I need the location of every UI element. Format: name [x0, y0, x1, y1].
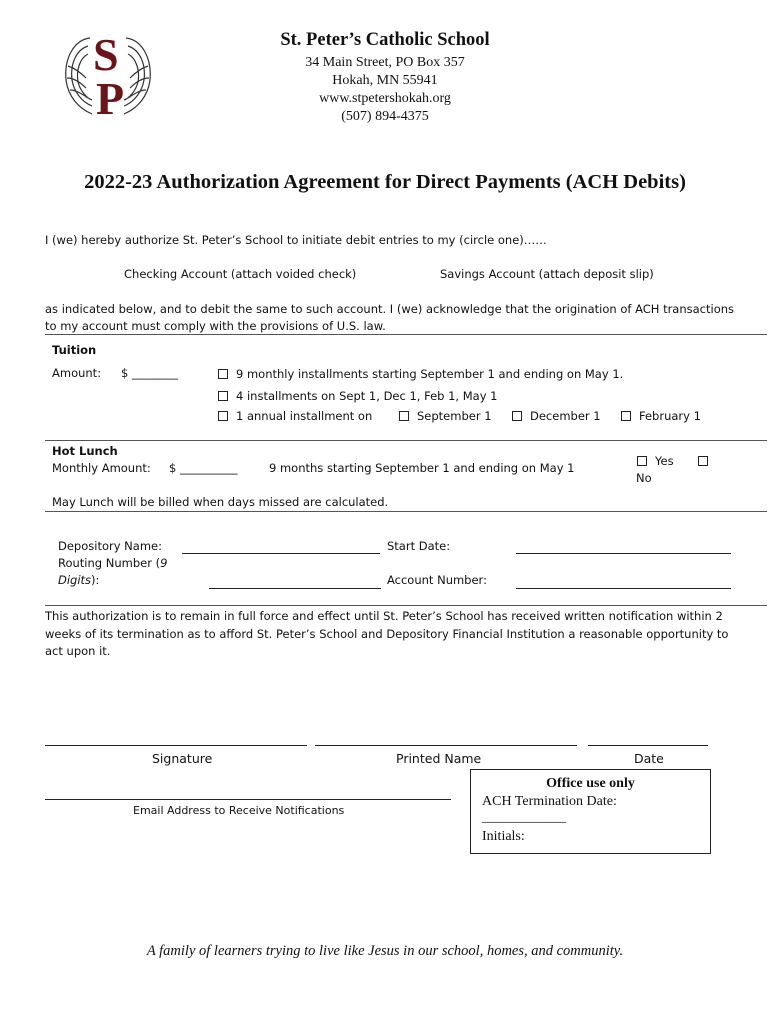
signature-field[interactable] — [45, 745, 307, 746]
indicated-text-line-2: to my account must comply with the provisions of U.S. law. — [45, 319, 386, 333]
option-annual-december[interactable] — [512, 409, 601, 423]
authorize-text: I (we) hereby authorize St. Peter’s School to initiate debit entries to my (circle one)…… — [45, 233, 547, 247]
school-website: www.stpetershokah.org — [319, 91, 451, 106]
option-annual-december-label: December 1 — [530, 409, 601, 423]
office-use-heading: Office use only — [546, 776, 635, 791]
address-line-2: Hokah, MN 55941 — [332, 73, 438, 88]
option-annual[interactable] — [218, 409, 372, 423]
divider — [45, 334, 767, 335]
divider — [45, 440, 767, 441]
address-line-1: 34 Main Street, PO Box 357 — [305, 55, 465, 70]
checkbox-annual[interactable] — [218, 411, 228, 421]
checking-account-option[interactable]: Checking Account (attach voided check) — [124, 267, 357, 281]
routing-number-label-line-2: Digits): — [58, 573, 100, 587]
footer-motto: A family of learners trying to live like Jesus in our school, homes, and community. — [146, 943, 624, 959]
start-date-label: Start Date: — [387, 539, 451, 553]
option-nine-monthly[interactable] — [218, 367, 623, 381]
option-four-installments[interactable] — [218, 389, 498, 403]
depository-name-field[interactable] — [182, 553, 380, 554]
option-annual-label: 1 annual installment on — [236, 409, 373, 423]
school-phone: (507) 894-4375 — [341, 109, 429, 124]
account-number-field[interactable] — [516, 588, 731, 589]
checkbox-nine-monthly[interactable] — [218, 369, 228, 379]
tuition-amount-label: Amount: — [52, 366, 102, 380]
option-annual-september-label: September 1 — [417, 409, 492, 423]
option-nine-monthly-label: 9 monthly installments starting September 1 and ending on May 1. — [236, 367, 624, 381]
authorization-text-line-3: act upon it. — [45, 644, 111, 658]
logo-letter-s: S — [93, 29, 119, 80]
hot-lunch-monthly-field[interactable]: $ __________ — [169, 461, 238, 475]
checkbox-december[interactable] — [512, 411, 522, 421]
hot-lunch-yes-option[interactable] — [637, 454, 674, 468]
account-number-label: Account Number: — [387, 573, 487, 587]
hot-lunch-monthly-label: Monthly Amount: — [52, 461, 151, 475]
date-label: Date — [634, 751, 664, 766]
ach-termination-field[interactable]: ____________ — [482, 810, 566, 825]
divider — [45, 511, 767, 512]
depository-name-label: Depository Name: — [58, 539, 162, 553]
option-annual-september[interactable] — [399, 409, 492, 423]
printed-name-field[interactable] — [315, 745, 577, 746]
printed-name-label: Printed Name — [396, 751, 482, 766]
savings-account-option[interactable]: Savings Account (attach deposit slip) — [440, 267, 654, 281]
option-annual-february[interactable] — [621, 409, 701, 423]
authorization-text-line-1: This authorization is to remain in full force and effect until St. Peter’s School has received written notification within 2 — [45, 609, 723, 623]
checkbox-four-installments[interactable] — [218, 391, 228, 401]
hot-lunch-period-text: 9 months starting September 1 and ending on May 1 — [269, 461, 575, 475]
school-name: St. Peter’s Catholic School — [280, 30, 490, 50]
routing-number-field[interactable] — [209, 588, 381, 589]
hot-lunch-no-label: No — [636, 471, 652, 485]
checkbox-yes[interactable] — [637, 456, 647, 466]
lunch-billing-note: May Lunch will be billed when days missed are calculated. — [52, 495, 389, 509]
initials-label: Initials: — [482, 829, 525, 844]
checkbox-september[interactable] — [399, 411, 409, 421]
tuition-heading: Tuition — [52, 343, 97, 357]
logo-letter-p: P — [96, 73, 125, 124]
document-title: 2022-23 Authorization Agreement for Direct Payments (ACH Debits) — [84, 171, 686, 193]
hot-lunch-heading: Hot Lunch — [52, 444, 118, 458]
authorization-text-line-2: weeks of its termination as to afford St. Peter’s School and Depository Financial Institution a reasonable opportunity to — [45, 627, 729, 641]
email-label: Email Address to Receive Notifications — [133, 804, 345, 817]
divider — [45, 605, 767, 606]
indicated-text-line-1: as indicated below, and to debit the same to such account. I (we) acknowledge that the origination of ACH transactions — [45, 302, 735, 316]
signature-label: Signature — [152, 751, 213, 766]
ach-termination-label: ACH Termination Date: — [482, 794, 617, 809]
date-field[interactable] — [588, 745, 708, 746]
option-four-installments-label: 4 installments on Sept 1, Dec 1, Feb 1, May 1 — [236, 389, 498, 403]
start-date-field[interactable] — [516, 553, 731, 554]
option-annual-february-label: February 1 — [639, 409, 701, 423]
routing-number-label-line-1: Routing Number (9 — [58, 556, 168, 570]
hot-lunch-yes-label: Yes — [655, 454, 674, 468]
email-field[interactable] — [45, 799, 451, 800]
tuition-amount-field[interactable]: $ ________ — [121, 366, 178, 380]
checkbox-february[interactable] — [621, 411, 631, 421]
checkbox-no[interactable] — [698, 456, 708, 466]
office-use-box — [470, 769, 711, 854]
